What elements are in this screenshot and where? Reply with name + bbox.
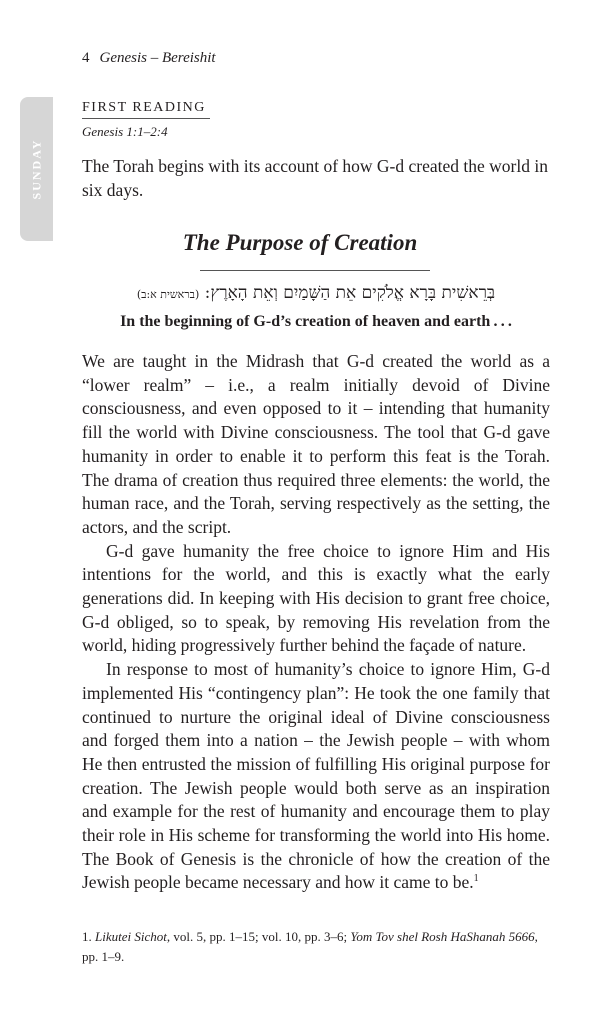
paragraph [82, 658, 550, 895]
day-tab [20, 97, 53, 241]
paragraph: We are taught in the Midrash that G-d created the world as a “lower realm” – i.e., a realm initially devoid of Divine consciousness, and even opposed to it – intending that humanity fill the world with Divine consciousness. The tool that G-d gave humanity in order to enable it to perform this feat is the Torah. The drama of creation thus required three elements: the world, the human race, and the Torah, serving respectively as the setting, the actors, and the script. [82, 351, 550, 537]
running-title: Genesis – Bereishit [99, 50, 216, 66]
footnote-source-2: Yom Tov shel Rosh HaShanah 5666 [350, 929, 535, 944]
day-tab-label: SUNDAY [29, 138, 43, 200]
title-divider [200, 270, 430, 271]
hebrew-verse [82, 283, 550, 303]
footnote-number: 1. [82, 929, 92, 944]
footnote-text-1: , vol. 5, pp. 1–15; vol. 10, pp. 3–6; [166, 929, 351, 944]
reading-label: FIRST READING [82, 100, 210, 119]
section-title: The Purpose of Creation [182, 230, 418, 255]
hebrew-verse-text: בְּרֵאשִׁית בָּרָא אֱלֹקִים אֵת הַשָּׁמַיִם וְאֵת הָאָרֶץ: [204, 283, 496, 303]
verse-translation: In the beginning of G-d’s creation of heaven and earth . . . [120, 313, 512, 330]
page-number: 4 [82, 50, 90, 66]
intro-text: The Torah begins with its account of how G-d created the world in six days. [82, 156, 548, 200]
hebrew-verse-source: (בראשית א:ב) [136, 288, 200, 301]
footnote-marker[interactable]: 1 [473, 873, 479, 885]
paragraph: G-d gave humanity the free choice to ignore Him and His intentions for the world, and this is exactly what the early generations did. In keeping with His decision to grant free choice, G-d obliged, so to speak, by removing His revelation from the world, hiding progressively further behind the façade of nature. [82, 540, 550, 656]
running-head [82, 50, 216, 67]
reading-reference: Genesis 1:1–2:4 [82, 124, 168, 139]
footnote [82, 927, 550, 967]
footnote-text-2: , pp. 1–9. [82, 929, 538, 964]
body-text [82, 350, 550, 895]
footnote-source-1: Likutei Sichot [95, 929, 167, 944]
paragraph-text: In response to most of humanity’s choice to ignore Him, G-d implemented His “contingency plan”: He took the one family that continued to nurture the original ideal of Divine consciousness and forged them into a nation – the Jewish people – with whom He then entrusted the mission of fulfilling His original purpose for creation. The Jewish people would both serve as an inspiration and example for the rest of humanity and encourage them to play their role in His scheme for transforming the world into His home. The Book of Genesis is the chronicle of how the creation of the Jewish people became necessary and how it came to be. [82, 659, 550, 893]
